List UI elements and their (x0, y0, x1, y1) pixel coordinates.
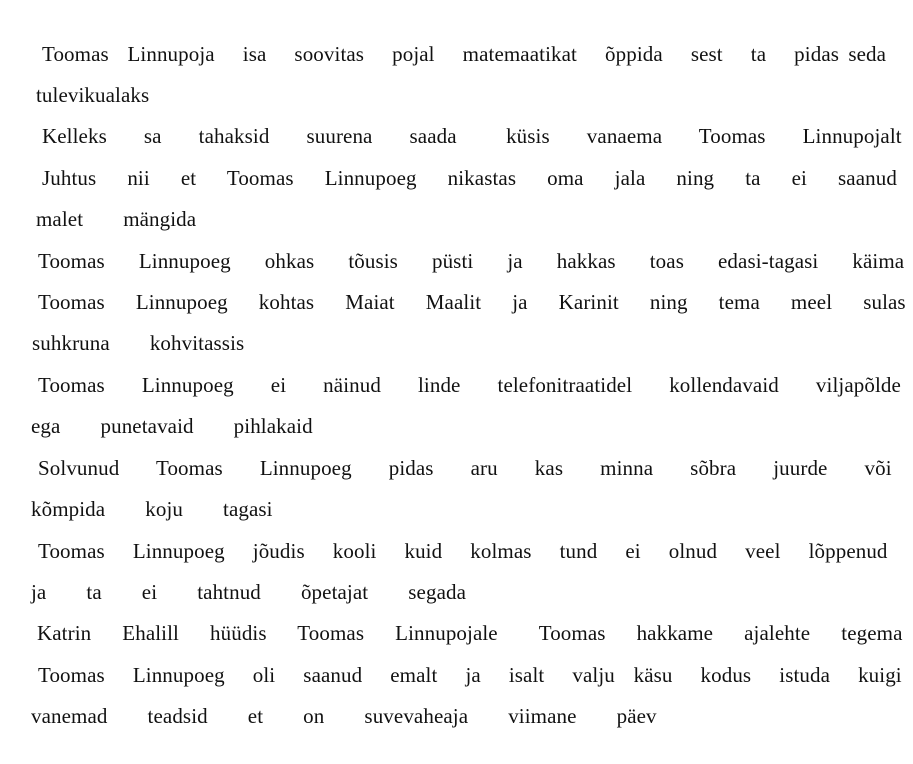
text-line-11: Solvunud Toomas Linnupoeg pidas aru kas minna sõbra juurde või (38, 456, 892, 480)
text-line-17: vanemad teadsid et on suvevaheaja viimane päev (31, 704, 657, 728)
text-line-9: Toomas Linnupoeg ei näinud linde telefonitraatidel kollendavaid viljapõlde (38, 373, 901, 397)
text-line-4: Juhtus nii et Toomas Linnupoeg nikastas oma jala ning ta ei saanud (42, 166, 897, 190)
text-line-13: Toomas Linnupoeg jõudis kooli kuid kolmas tund ei olnud veel lõppenud (38, 539, 888, 563)
text-line-2: tulevikualaks (36, 83, 150, 107)
text-line-5: malet mängida (36, 207, 197, 231)
text-line-16: Toomas Linnupoeg oli saanud emalt ja isalt valju käsu kodus istuda kuigi (38, 663, 902, 687)
text-line-8: suhkruna kohvitassis (32, 331, 245, 355)
text-line-15: Katrin Ehalill hüüdis Toomas Linnupojale Toomas hakkame ajalehte tegema (37, 621, 903, 645)
text-line-7: Toomas Linnupoeg kohtas Maiat Maalit ja Karinit ning tema meel sulas (38, 290, 906, 314)
text-line-10: ega punetavaid pihlakaid (31, 414, 313, 438)
text-line-6: Toomas Linnupoeg ohkas tõusis püsti ja hakkas toas edasi-tagasi käima (38, 249, 905, 273)
text-line-1: Toomas Linnupoja isa soovitas pojal matemaatikat õppida sest ta pidas seda (42, 42, 887, 66)
text-line-3: Kelleks sa tahaksid suurena saada küsis vanaema Toomas Linnupojalt (42, 124, 902, 148)
text-line-14: ja ta ei tahtnud õpetajat segada (31, 580, 467, 604)
text-line-12: kõmpida koju tagasi (31, 497, 273, 521)
